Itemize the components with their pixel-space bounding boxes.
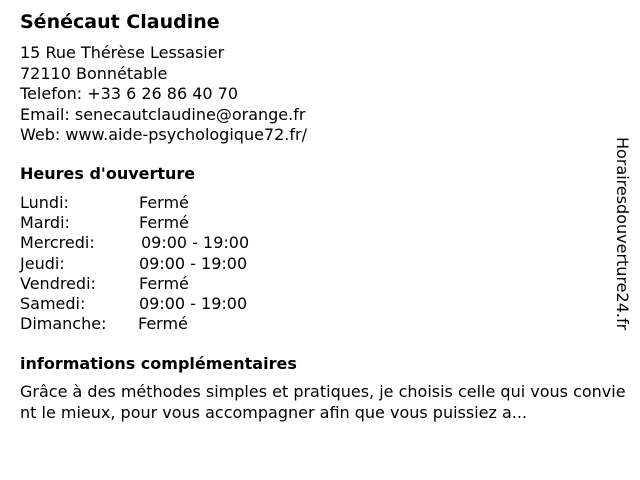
contact-block (20, 43, 307, 146)
hours-value: 09:00 - 19:00 (139, 293, 248, 313)
hours-value: Fermé (139, 213, 189, 233)
day-label: Jeudi: (20, 253, 65, 273)
phone-line: Telefon: +33 6 26 86 40 70 (20, 84, 239, 103)
address-street: 15 Rue Thérèse Lessasier (20, 43, 225, 62)
hours-heading: Heures d'ouverture (20, 164, 196, 183)
page-title: Sénécaut Claudine (20, 11, 220, 33)
hours-row-lundi (20, 193, 340, 213)
info-description: Grâce à des méthodes simples et pratiques, je choisis celle qui vous convient le mieux, pour vous accompagner afin que vous puissiez a... (20, 382, 626, 422)
hours-value: Fermé (139, 193, 189, 212)
site-watermark: Horairesdouverture24.fr (613, 137, 632, 331)
day-label: Vendredi: (20, 273, 96, 293)
hours-value: 09:00 - 19:00 (139, 253, 248, 273)
hours-row-vendredi (20, 274, 340, 294)
hours-table (20, 193, 340, 334)
hours-value: Fermé (139, 273, 189, 293)
day-label: Mardi: (20, 213, 70, 233)
day-label: Mercredi: (20, 233, 95, 253)
day-label: Samedi: (20, 293, 86, 313)
hours-value: Fermé (138, 314, 188, 334)
day-label: Lundi: (20, 193, 69, 212)
info-heading: informations complémentaires (20, 354, 297, 373)
hours-row-samedi (20, 294, 340, 314)
email-line: Email: senecautclaudine@orange.fr (20, 104, 306, 124)
day-label: Dimanche: (20, 314, 107, 334)
hours-row-jeudi (20, 254, 340, 274)
web-line: Web: www.aide-psychologique72.fr/ (20, 125, 307, 144)
hours-row-mardi (20, 213, 340, 233)
hours-row-mercredi (20, 233, 340, 253)
address-city: 72110 Bonnétable (20, 63, 168, 83)
hours-row-dimanche (20, 314, 340, 334)
hours-value: 09:00 - 19:00 (141, 233, 250, 253)
